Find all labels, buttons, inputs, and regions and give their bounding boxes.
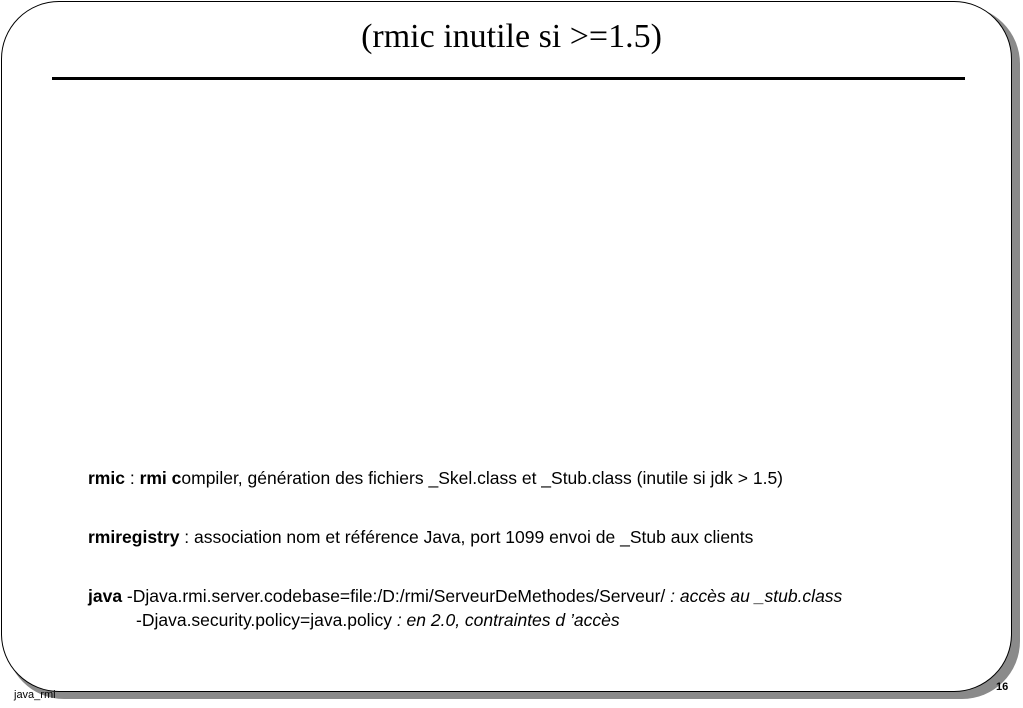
rmic-description: ompiler, génération des fichiers _Skel.class et _Stub.class (inutile si jdk > 1.5) (181, 468, 784, 488)
java-command: java (88, 586, 123, 606)
spacer (88, 490, 1008, 525)
rmic-line (88, 466, 1008, 490)
rmiregistry-description: : association nom et référence Java, port 1099 envoi de _Stub aux clients (179, 527, 754, 547)
rmic-bold-part: rmi c (139, 468, 182, 488)
page-number: 16 (996, 681, 1009, 693)
slide-title: (rmic inutile si >=1.5) (361, 18, 662, 55)
java-codebase-arg: -Djava.rmi.server.codebase=file:/D:/rmi/ServeurDeMethodes/Serveur/ (122, 586, 666, 606)
footer-label: java_rmi (14, 689, 56, 701)
rmiregistry-line (88, 525, 1008, 549)
java-policy-note: : en 2.0, contraintes d ’accès (391, 610, 620, 630)
rmic-command: rmic (88, 468, 125, 488)
title-divider (52, 77, 965, 80)
java-policy-arg: -Djava.security.policy=java.policy (136, 610, 392, 630)
rmiregistry-command: rmiregistry (88, 527, 180, 547)
java-codebase-note: : accès au _stub.class (665, 586, 843, 606)
rmic-separator: : (124, 468, 140, 488)
slide-body (88, 466, 1008, 632)
java-line (88, 584, 1008, 608)
java-policy-line (88, 608, 1008, 632)
spacer (88, 549, 1008, 584)
